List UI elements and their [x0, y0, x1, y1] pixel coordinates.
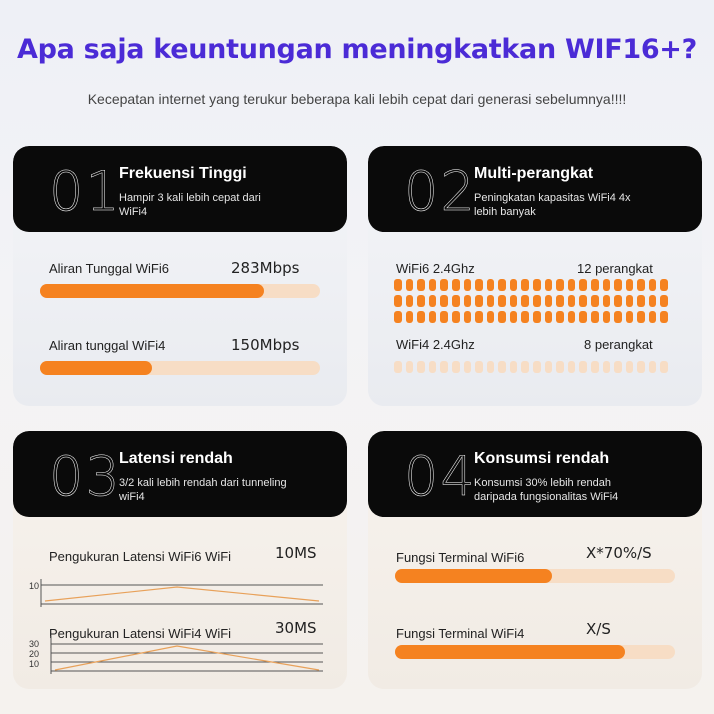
device-dot: [649, 311, 657, 323]
device-dot: [637, 311, 645, 323]
device-dot: [429, 361, 437, 373]
latency-curve-wifi6: [45, 587, 319, 601]
device-dot: [498, 361, 506, 373]
device-dot: [591, 279, 599, 291]
device-dot: [545, 361, 553, 373]
bar-label-wifi4: Aliran tunggal WiFi4: [49, 338, 166, 353]
device-dot: [660, 295, 668, 307]
device-dot: [533, 311, 541, 323]
power-bar-fill-wifi6: [395, 569, 552, 583]
device-count-wifi6: 12 perangkat: [577, 261, 653, 276]
card-header: [368, 146, 702, 232]
card-multi-perangkat: [368, 146, 702, 406]
speed-bar-fill-wifi4: [40, 361, 152, 375]
power-value-wifi6: X*70%/S: [586, 544, 652, 562]
card-konsumsi-rendah: [368, 431, 702, 689]
power-bar-fill-wifi4: [395, 645, 625, 659]
device-dot: [417, 279, 425, 291]
latency-value-wifi4: 30MS: [275, 619, 317, 637]
device-dot: [464, 279, 472, 291]
device-dot: [440, 295, 448, 307]
device-dot: [637, 295, 645, 307]
device-dot: [579, 311, 587, 323]
device-dot: [429, 295, 437, 307]
speed-bar-wifi6: [40, 284, 320, 298]
device-dot: [464, 361, 472, 373]
device-dot: [579, 279, 587, 291]
page-title: Apa saja keuntungan meningkatkan WIF16+?: [17, 34, 697, 65]
device-dot: [614, 279, 622, 291]
device-dot: [475, 295, 483, 307]
device-dot: [556, 311, 564, 323]
device-dot: [440, 311, 448, 323]
card-frekuensi-tinggi: [13, 146, 347, 406]
device-dot: [394, 295, 402, 307]
card-description: 3/2 kali lebih rendah dari tunneling wiFi4: [119, 477, 287, 503]
device-dot: [545, 311, 553, 323]
device-dot: [452, 311, 460, 323]
device-dot: [487, 279, 495, 291]
device-dot: [649, 361, 657, 373]
device-dot: [626, 311, 634, 323]
device-dot: [475, 279, 483, 291]
device-dot: [452, 361, 460, 373]
device-dot: [475, 311, 483, 323]
device-dot: [475, 361, 483, 373]
power-bar-wifi6: [395, 569, 675, 583]
card-header: [368, 431, 702, 517]
device-dot: [626, 361, 634, 373]
device-dot: [498, 295, 506, 307]
device-dot: [614, 361, 622, 373]
device-dot: [521, 311, 529, 323]
device-dot: [417, 311, 425, 323]
device-dot: [591, 361, 599, 373]
device-dot: [429, 311, 437, 323]
device-dot: [464, 295, 472, 307]
device-label-wifi4: WiFi4 2.4Ghz: [396, 337, 475, 352]
device-dot: [406, 295, 414, 307]
card-header: [13, 146, 347, 232]
device-dot: [637, 361, 645, 373]
device-dot: [487, 311, 495, 323]
device-dot: [603, 279, 611, 291]
device-dot: [603, 295, 611, 307]
card-title: Konsumsi rendah: [474, 450, 610, 467]
device-count-wifi4: 8 perangkat: [584, 337, 653, 352]
device-grid-wifi4: [394, 361, 668, 373]
device-dot: [545, 279, 553, 291]
bar-value-wifi4: 150Mbps: [231, 336, 300, 354]
bar-value-wifi6: 283Mbps: [231, 259, 300, 277]
device-dot: [510, 279, 518, 291]
device-dot: [568, 311, 576, 323]
speed-bar-wifi4: [40, 361, 320, 375]
device-dot: [406, 361, 414, 373]
card-title: Latensi rendah: [119, 450, 233, 467]
device-dot: [440, 361, 448, 373]
card-number: 02: [404, 160, 477, 223]
power-value-wifi4: X/S: [586, 620, 611, 638]
device-dot: [498, 279, 506, 291]
device-dot: [510, 295, 518, 307]
device-dot: [626, 279, 634, 291]
card-description: Peningkatan kapasitas WiFi4 4x lebih banyak: [474, 192, 631, 218]
device-dot: [568, 279, 576, 291]
device-dot: [533, 361, 541, 373]
device-dot: [521, 361, 529, 373]
device-dot: [660, 311, 668, 323]
device-dot: [649, 295, 657, 307]
device-dot: [626, 295, 634, 307]
latency-label-wifi6: Pengukuran Latensi WiFi6 WiFi: [49, 549, 232, 564]
device-dot: [406, 279, 414, 291]
device-grid-wifi6: [394, 279, 668, 323]
device-dot: [533, 279, 541, 291]
latency-chart-wifi4: [27, 634, 327, 679]
device-label-wifi6: WiFi6 2.4Ghz: [396, 261, 475, 276]
device-dot: [498, 311, 506, 323]
card-number: 01: [49, 160, 122, 223]
device-dot: [603, 361, 611, 373]
device-dot: [660, 361, 668, 373]
device-dot: [556, 295, 564, 307]
device-dot: [487, 361, 495, 373]
card-number: 04: [404, 445, 477, 508]
device-dot: [579, 361, 587, 373]
power-label-wifi6: Fungsi Terminal WiFi6: [396, 550, 525, 565]
tick-label: 30: [29, 639, 40, 649]
speed-bar-fill-wifi6: [40, 284, 264, 298]
device-dot: [440, 279, 448, 291]
device-dot: [614, 311, 622, 323]
device-dot: [452, 279, 460, 291]
device-dot: [591, 311, 599, 323]
device-dot: [394, 361, 402, 373]
device-dot: [521, 279, 529, 291]
device-dot: [568, 295, 576, 307]
card-title: Frekuensi Tinggi: [119, 165, 247, 182]
tick-label: 10: [29, 659, 40, 669]
device-dot: [429, 279, 437, 291]
device-dot: [649, 279, 657, 291]
device-dot: [394, 311, 402, 323]
device-dot: [614, 295, 622, 307]
device-dot: [533, 295, 541, 307]
device-dot: [660, 279, 668, 291]
device-dot: [487, 295, 495, 307]
device-dot: [556, 279, 564, 291]
card-description: Konsumsi 30% lebih rendah daripada fungsionalitas WiFi4: [474, 477, 619, 503]
device-dot: [637, 279, 645, 291]
device-dot: [579, 295, 587, 307]
latency-chart-wifi6: [27, 571, 327, 611]
device-dot: [394, 279, 402, 291]
power-label-wifi4: Fungsi Terminal WiFi4: [396, 626, 525, 641]
device-dot: [568, 361, 576, 373]
latency-curve-wifi4: [55, 646, 319, 670]
device-dot: [556, 361, 564, 373]
card-description: Hampir 3 kali lebih cepat dari WiFi4: [119, 192, 261, 218]
card-title: Multi-perangkat: [474, 165, 594, 182]
tick-label: 20: [29, 649, 40, 659]
device-dot: [464, 311, 472, 323]
device-dot: [510, 311, 518, 323]
device-dot: [521, 295, 529, 307]
card-number: 03: [49, 445, 122, 508]
tick-label: 10: [29, 581, 40, 591]
card-latensi-rendah: [13, 431, 347, 689]
page-subtitle: Kecepatan internet yang terukur beberapa kali lebih cepat dari generasi sebelumnya!!!!: [87, 91, 627, 107]
device-dot: [417, 361, 425, 373]
device-dot: [603, 311, 611, 323]
device-dot: [591, 295, 599, 307]
power-bar-wifi4: [395, 645, 675, 659]
latency-value-wifi6: 10MS: [275, 544, 317, 562]
device-dot: [406, 311, 414, 323]
bar-label-wifi6: Aliran Tunggal WiFi6: [49, 261, 169, 276]
device-dot: [510, 361, 518, 373]
card-header: [13, 431, 347, 517]
device-dot: [452, 295, 460, 307]
device-dot: [417, 295, 425, 307]
device-dot: [545, 295, 553, 307]
latency-label-wifi4: Pengukuran Latensi WiFi4 WiFi: [49, 626, 232, 641]
